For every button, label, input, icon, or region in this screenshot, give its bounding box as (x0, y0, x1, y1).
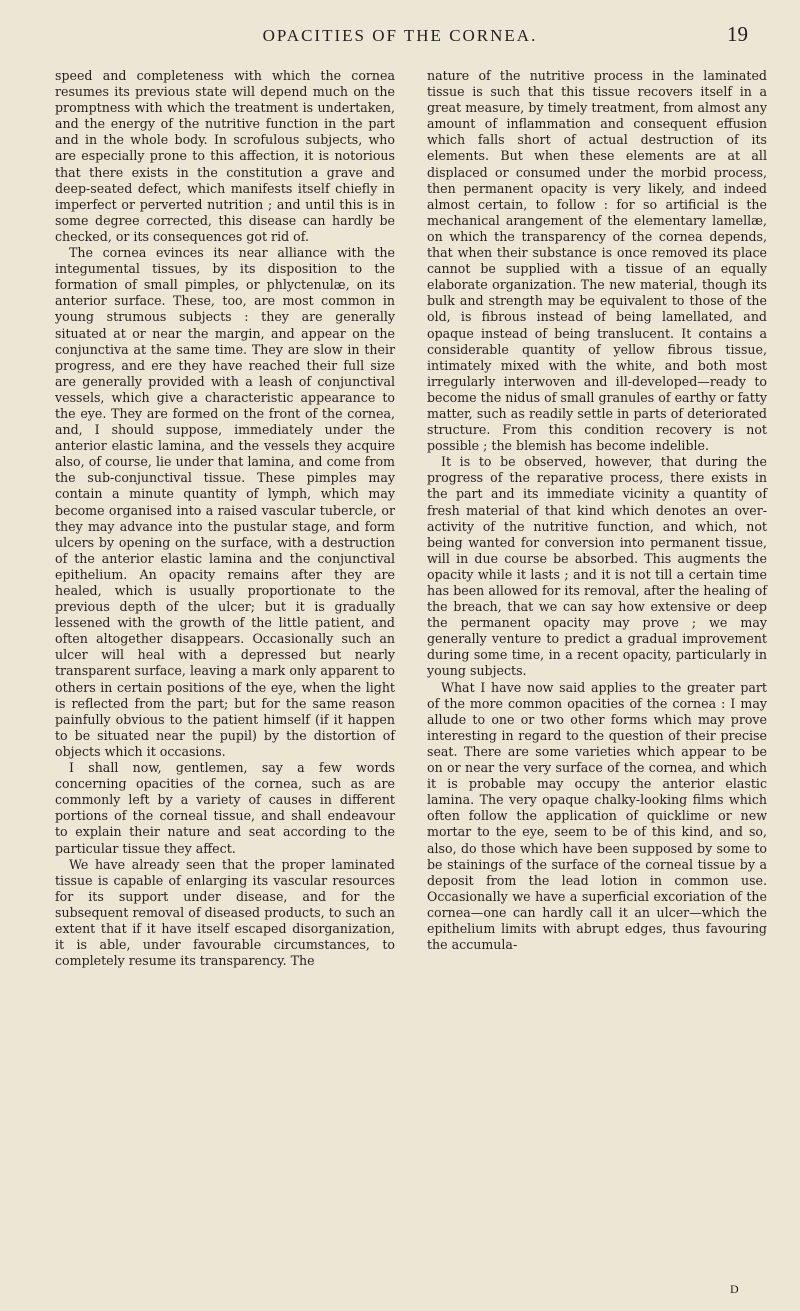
page-number: 19 (727, 22, 748, 46)
right-column (427, 68, 767, 953)
paragraph: speed and completeness with which the cornea resumes its previous state will depend much on the promptness with which the treatment is undertaken, and the energy of the nutritive function in the part and in the whole body. In scrofulous subjects, who are especially prone to this affection, it is notorious that there exists in the constitution a grave and deep-seated defect, which manifests itself chiefly in imperfect or perverted nutrition ; and until this is in some degree corrected, this disease can hardly be checked, or its consequences got rid of. (55, 68, 395, 244)
paragraph: It is to be observed, however, that during the progress of the reparative process, there exists in the part and its immediate vicinity a quantity of fresh material of that kind which denotes an over-activity of the nutritive function, and which, not being wanted for conversion into permanent tissue, will in due course be absorbed. This augments the opacity while it lasts ; and it is not till a certain time has been allowed for its removal, after the healing of the breach, that we can say how extensive or deep the permanent opacity may prove ; we may generally venture to predict a gradual improvement during some time, in a recent opacity, particularly in young subjects. (427, 454, 767, 679)
paragraph: We have already seen that the proper laminated tissue is capable of enlarging its vascular resources for its support under disease, and for the subsequent removal of diseased products, to such an extent that if it have itself escaped disorganization, it is able, under favourable circumstances, to completely resume its transparency. The (55, 856, 395, 969)
paragraph: What I have now said applies to the greater part of the more common opacities of the cornea : I may allude to one or two other forms which may prove interesting in regard to the question of their precise seat. There are some varieties which appear to be on or near the very surface of the cornea, and which it is probable may occupy the anterior elastic lamina. The very opaque chalky-looking films which often follow the application of quicklime or new mortar to the eye, seem to be of this kind, and so, also, do those which have been supposed by some to be stainings of the surface of the corneal tissue by a deposit from the lead lotion in common use. Occasionally we have a superficial excoriation of the cornea—one can hardly call it an ulcer—which the epithelium limits with abrupt edges, thus favouring the accumula- (427, 679, 767, 953)
paragraph: nature of the nutritive process in the laminated tissue is such that this tissue recovers itself in a great measure, by timely treatment, from almost any amount of inflammation and consequent effusion which falls short of actual destruction of its elements. But when these elements are at all displaced or consumed under the morbid process, then permanent opacity is very likely, and indeed almost certain, to follow : for so artificial is the mechanical arangement of the elementary lamellæ, on which the transparency of the cornea depends, that when their substance is once removed its place cannot be supplied with a tissue of an equally elaborate organization. The new material, though its bulk and strength may be equivalent to those of the old, is fibrous instead of being lamellated, and opaque instead of being translucent. It contains a considerable quantity of yellow fibrous tissue, intimately mixed with the white, and both most irregularly interwoven and ill-developed—ready to become the nidus of small granules of earthy or fatty matter, such as readily settle in parts of deteriorated structure. From this condition recovery is not possible ; the blemish has become indelible. (427, 68, 767, 454)
running-title: OPACITIES OF THE CORNEA. (262, 26, 538, 45)
paragraph: I shall now, gentlemen, say a few words concerning opacities of the cornea, such as are commonly left by a variety of causes in different portions of the corneal tissue, and shall endeavour to explain their nature and seat according to the particular tissue they affect. (55, 760, 395, 856)
left-column (55, 68, 395, 969)
signature-mark: D (730, 1282, 739, 1296)
paragraph: The cornea evinces its near alliance with the integumental tissues, by its disposition to the formation of small pimples, or phlyctenulæ, on its anterior surface. These, too, are most common in young strumous subjects : they are generally situated at or near the margin, and appear on the conjunctiva at the same time. They are slow in their progress, and ere they have reached their full size are generally provided with a leash of conjunctival vessels, which give a characteristic appearance to the eye. They are formed on the front of the cornea, and, I should suppose, immediately under the anterior elastic lamina, and the vessels they acquire also, of course, lie under that lamina, and come from the sub-conjunctival tissue. These pimples may contain a minute quantity of lymph, which may become organised into a raised vascular tubercle, or they may advance into the pustular stage, and form ulcers by opening on the surface, with a destruction of the anterior elastic lamina and the conjunctival epithelium. An opacity remains after they are healed, which is usually proportionate to the previous depth of the ulcer; but it is gradually lessened with the growth of the little patient, and often altogether disappears. Occasionally such an ulcer will heal with a depressed but nearly transparent surface, leaving a mark only apparent to others in certain positions of the eye, when the light is reflected from the part; but for the same reason painfully obvious to the patient himself (if it happen to be situated near the pupil) by the distortion of objects which it occasions. (55, 245, 395, 759)
